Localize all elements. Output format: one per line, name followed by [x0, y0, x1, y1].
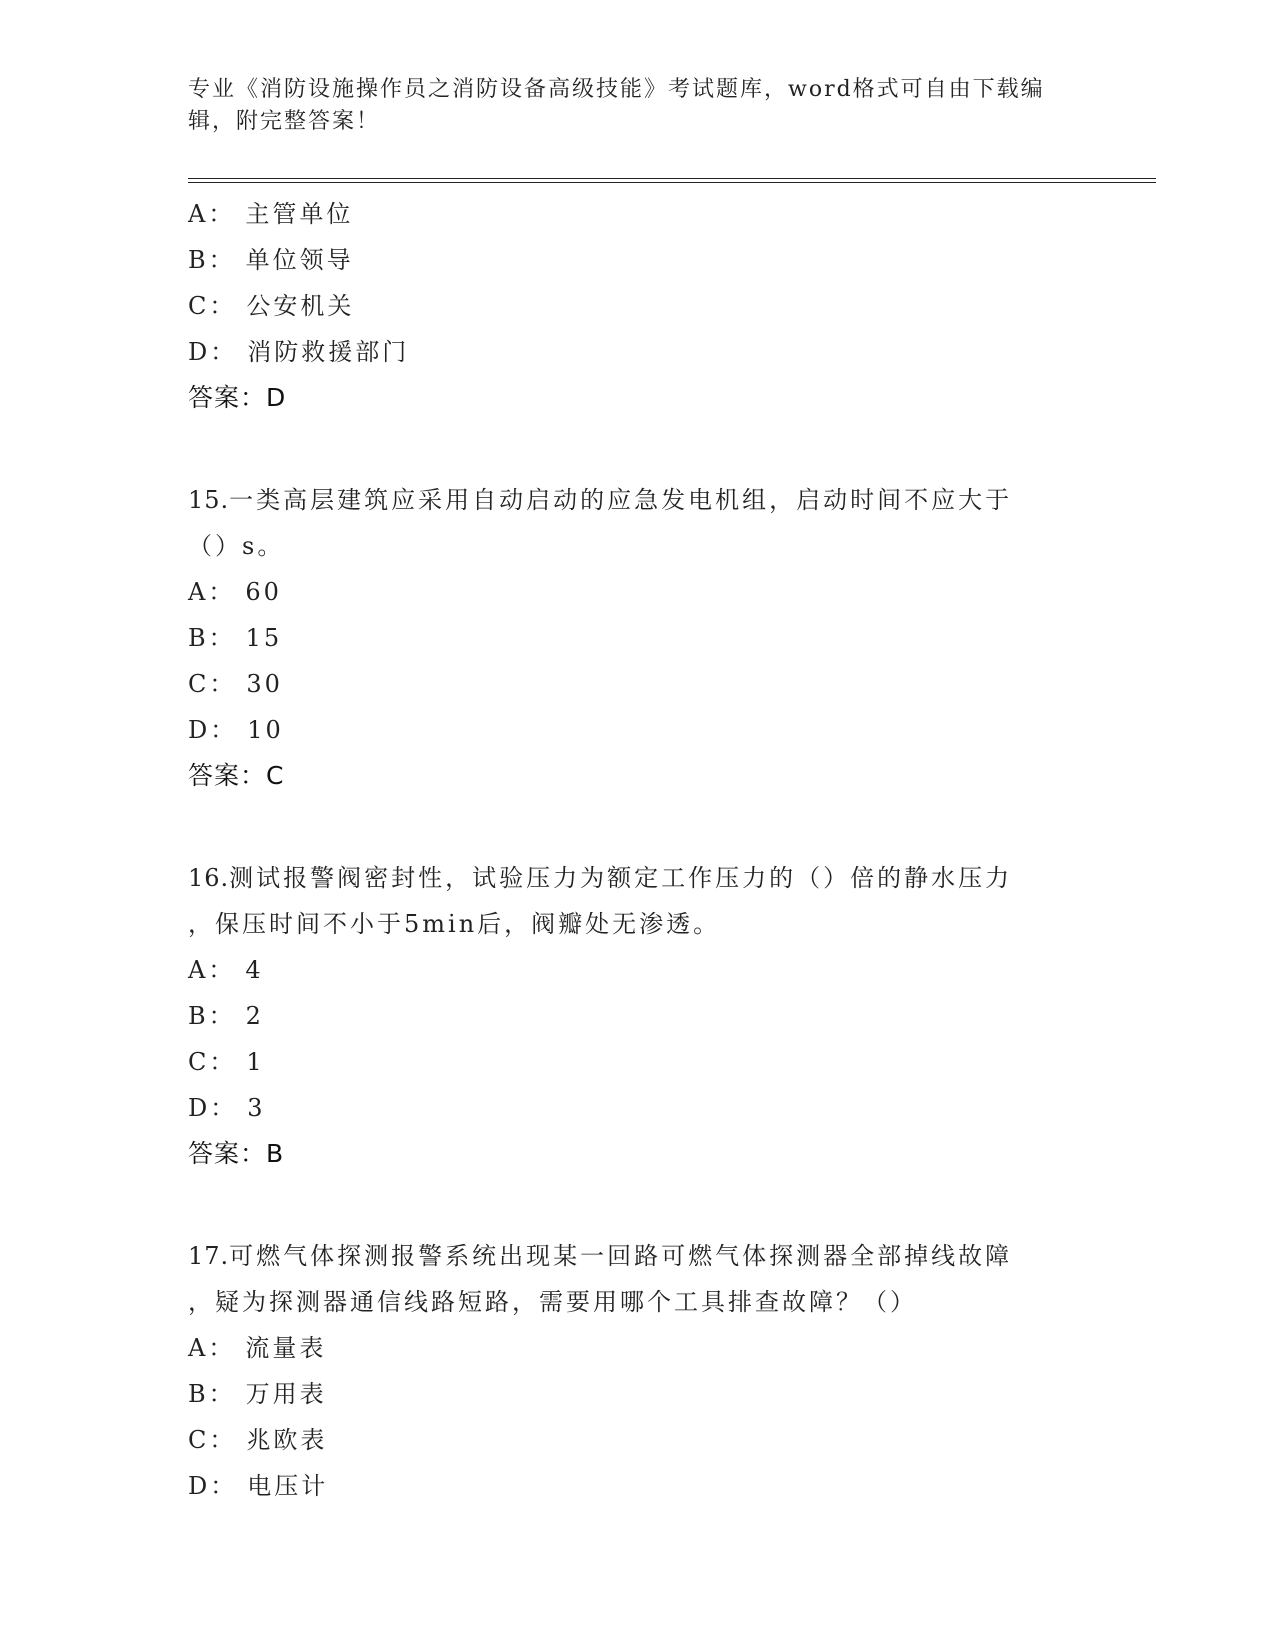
- option-letter: D：: [188, 1094, 238, 1122]
- option-text: 公安机关: [246, 292, 355, 320]
- option-a: [188, 1325, 1088, 1371]
- question-stem-line-2: ，保压时间不小于5min后，阀瓣处无渗透。: [188, 910, 721, 938]
- question-number: 17.: [188, 1242, 230, 1270]
- option-letter: A：: [188, 1334, 236, 1362]
- question-content: [188, 191, 1088, 1509]
- option-letter: B：: [188, 246, 236, 274]
- header-line-1: 专业《消防设施操作员之消防设备高级技能》考试题库，word格式可自由下载编: [188, 77, 1045, 102]
- question-stem-line-2: （）s。: [188, 532, 285, 560]
- option-letter: D：: [188, 716, 238, 744]
- option-text: 兆欧表: [246, 1426, 328, 1454]
- option-text: 万用表: [245, 1380, 327, 1408]
- answer-line: 答案：D: [188, 383, 287, 412]
- option-letter: C：: [188, 670, 237, 698]
- option-text: 流量表: [245, 1334, 327, 1362]
- question-stem-line-1: 可燃气体探测报警系统出现某一回路可燃气体探测器全部掉线故障: [229, 1242, 1013, 1270]
- answer-line: 答案：B: [188, 1139, 285, 1168]
- option-text: 30: [246, 670, 283, 698]
- option-a: [188, 569, 1088, 615]
- option-c: [188, 661, 1088, 707]
- question-stem: [188, 1233, 1088, 1325]
- option-letter: A：: [188, 578, 236, 606]
- option-d: [188, 1085, 1088, 1131]
- option-letter: B：: [188, 1002, 236, 1030]
- option-letter: B：: [188, 1380, 236, 1408]
- question-number: 15.: [188, 486, 230, 514]
- option-b: [188, 237, 1088, 283]
- option-text: 3: [247, 1094, 266, 1122]
- prev-question-block: [188, 191, 1088, 421]
- option-b: [188, 1371, 1088, 1417]
- option-text: 电压计: [247, 1472, 329, 1500]
- option-text: 4: [245, 956, 264, 984]
- question-number: 16.: [188, 864, 230, 892]
- option-d: [188, 1463, 1088, 1509]
- option-letter: D：: [188, 338, 238, 366]
- option-letter: C：: [188, 1048, 237, 1076]
- question-17: [188, 1233, 1088, 1509]
- question-stem-line-2: ，疑为探测器通信线路短路，需要用哪个工具排查故障？（）: [188, 1288, 917, 1316]
- option-letter: B：: [188, 624, 236, 652]
- question-stem-line-1: 测试报警阀密封性，试验压力为额定工作压力的（）倍的静水压力: [229, 864, 1013, 892]
- option-letter: A：: [188, 956, 236, 984]
- question-stem: [188, 477, 1088, 569]
- document-header: [188, 74, 1068, 138]
- header-divider: [188, 178, 1156, 183]
- question-stem-line-1: 一类高层建筑应采用自动启动的应急发电机组，启动时间不应大于: [229, 486, 1013, 514]
- option-letter: C：: [188, 292, 237, 320]
- option-text: 60: [245, 578, 282, 606]
- option-text: 主管单位: [245, 200, 354, 228]
- option-text: 单位领导: [245, 246, 354, 274]
- option-b: [188, 615, 1088, 661]
- option-letter: D：: [188, 1472, 238, 1500]
- option-d: [188, 329, 1088, 375]
- option-b: [188, 993, 1088, 1039]
- option-text: 10: [247, 716, 284, 744]
- header-line-2: 辑，附完整答案！: [188, 109, 381, 134]
- option-d: [188, 707, 1088, 753]
- option-a: [188, 191, 1088, 237]
- option-text: 1: [246, 1048, 265, 1076]
- answer-line: 答案：C: [188, 761, 285, 790]
- question-15: [188, 477, 1088, 799]
- option-c: [188, 1039, 1088, 1085]
- option-text: 15: [245, 624, 283, 652]
- question-stem: [188, 855, 1088, 947]
- option-a: [188, 947, 1088, 993]
- option-text: 2: [245, 1002, 264, 1030]
- question-16: [188, 855, 1088, 1177]
- option-c: [188, 283, 1088, 329]
- option-letter: C：: [188, 1426, 237, 1454]
- option-letter: A：: [188, 200, 236, 228]
- option-c: [188, 1417, 1088, 1463]
- option-text: 消防救援部门: [247, 338, 410, 366]
